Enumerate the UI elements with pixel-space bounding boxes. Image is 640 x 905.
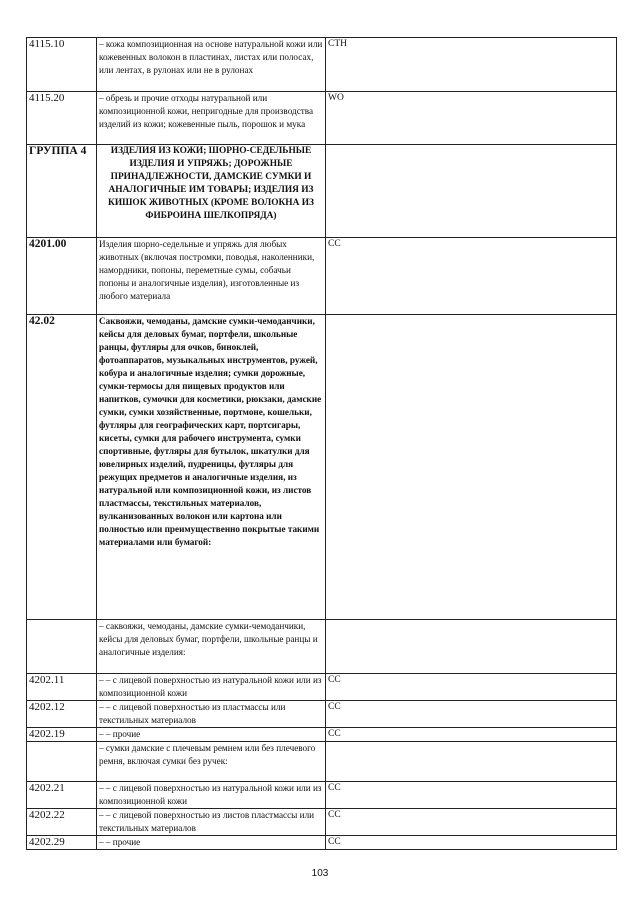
description-cell: – сумки дамские с плечевым ремнем или без плечевого ремня, включая сумки без ручек:	[97, 742, 326, 782]
heading-row	[27, 315, 617, 620]
hs-code-cell: 4202.11	[27, 674, 97, 701]
page-number: 103	[311, 868, 329, 879]
description-cell: – – с лицевой поверхностью из пластмассы или текстильных материалов	[97, 701, 326, 728]
rule-cell: CC	[326, 782, 617, 809]
hs-code-cell	[27, 620, 97, 674]
rule-cell	[326, 620, 617, 674]
hs-code-cell: 4202.19	[27, 728, 97, 742]
hs-code-cell: 4202.22	[27, 809, 97, 836]
rule-cell: CC	[326, 728, 617, 742]
table-row	[27, 92, 617, 145]
rule-cell: CC	[326, 836, 617, 850]
table-row	[27, 782, 617, 809]
description-cell: – – с лицевой поверхностью из натуральной кожи или из композиционной кожи	[97, 674, 326, 701]
table-row	[27, 674, 617, 701]
rule-cell	[326, 145, 617, 238]
hs-code-cell: 4202.21	[27, 782, 97, 809]
rule-cell: WO	[326, 92, 617, 145]
table-row	[27, 238, 617, 315]
table-row	[27, 809, 617, 836]
hs-code-cell	[27, 742, 97, 782]
rule-cell	[326, 315, 617, 620]
rule-cell: CC	[326, 809, 617, 836]
heading-description-cell: Саквояжи, чемоданы, дамские сумки-чемоданчики, кейсы для деловых бумаг, портфели, школьные ранцы, футляры для очков, биноклей, фотоаппаратов, музыкальных инструментов, ружей, кобура и аналогичные изделия; сумки дорожные, сумки-термосы для пищевых продуктов или напитков, сумочки для косметики, рюкзаки, дамские сумки, сумки хозяйственные, портмоне, кошельки, футляры для географических карт, портсигары, кисеты, сумки для рабочего инструмента, сумки спортивные, футляры для бутылок, шкатулки для ювелирных изделий, пудреницы, футляры для режущих предметов и аналогичные изделия, из натуральной или композиционной кожи, из листов пластмассы, текстильных материалов, вулканизованных волокон или картона или полностью или преимущественно покрытые такими материалами или бумагой:	[97, 315, 326, 620]
hs-code-cell: 4202.29	[27, 836, 97, 850]
description-cell: – – прочие	[97, 728, 326, 742]
table-row	[27, 836, 617, 850]
rule-cell: CC	[326, 701, 617, 728]
table-row	[27, 701, 617, 728]
table-row	[27, 38, 617, 92]
hs-code-cell: 4115.10	[27, 38, 97, 92]
hs-code-cell: 4115.20	[27, 92, 97, 145]
description-cell: – саквояжи, чемоданы, дамские сумки-чемоданчики, кейсы для деловых бумаг, портфели, школьные ранцы и аналогичные изделия:	[97, 620, 326, 674]
heading-code-cell: 42.02	[27, 315, 97, 620]
hs-code-cell: 4201.00	[27, 238, 97, 315]
subheading-row	[27, 620, 617, 674]
group-code-cell: ГРУППА 4	[27, 145, 97, 238]
description-cell: – кожа композиционная на основе натуральной кожи или кожевенных волокон в пластинах, листах или полосах, или лентах, в рулонах или не в рулонах	[97, 38, 326, 92]
rule-cell: CTH	[326, 38, 617, 92]
subheading-row	[27, 742, 617, 782]
table-row	[27, 728, 617, 742]
description-cell: – – с лицевой поверхностью из натуральной кожи или из композиционной кожи	[97, 782, 326, 809]
tariff-table	[26, 37, 617, 850]
description-cell: – – с лицевой поверхностью из листов пластмассы или текстильных материалов	[97, 809, 326, 836]
hs-code-cell: 4202.12	[27, 701, 97, 728]
rule-cell: CC	[326, 674, 617, 701]
group-title-cell: ИЗДЕЛИЯ ИЗ КОЖИ; ШОРНО-СЕДЕЛЬНЫЕ ИЗДЕЛИЯ И УПРЯЖЬ; ДОРОЖНЫЕ ПРИНАДЛЕЖНОСТИ, ДАМСКИЕ СУМКИ И АНАЛОГИЧНЫЕ ИМ ТОВАРЫ; ИЗДЕЛИЯ ИЗ КИШОК ЖИВОТНЫХ (КРОМЕ ВОЛОКНА ИЗ ФИБРОИНА ШЕЛКОПРЯДА)	[97, 145, 326, 238]
group-header-row	[27, 145, 617, 238]
description-cell: – обрезь и прочие отходы натуральной или композиционной кожи, непригодные для производства изделий из кожи; кожевенные пыль, порошок и мука	[97, 92, 326, 145]
rule-cell	[326, 742, 617, 782]
description-cell: – – прочие	[97, 836, 326, 850]
rule-cell: CC	[326, 238, 617, 315]
description-cell: Изделия шорно-седельные и упряжь для любых животных (включая постромки, поводья, наколенники, намордники, попоны, переметные сумы, собачьи попоны и аналогичные изделия), изготовленные из любого материала	[97, 238, 326, 315]
